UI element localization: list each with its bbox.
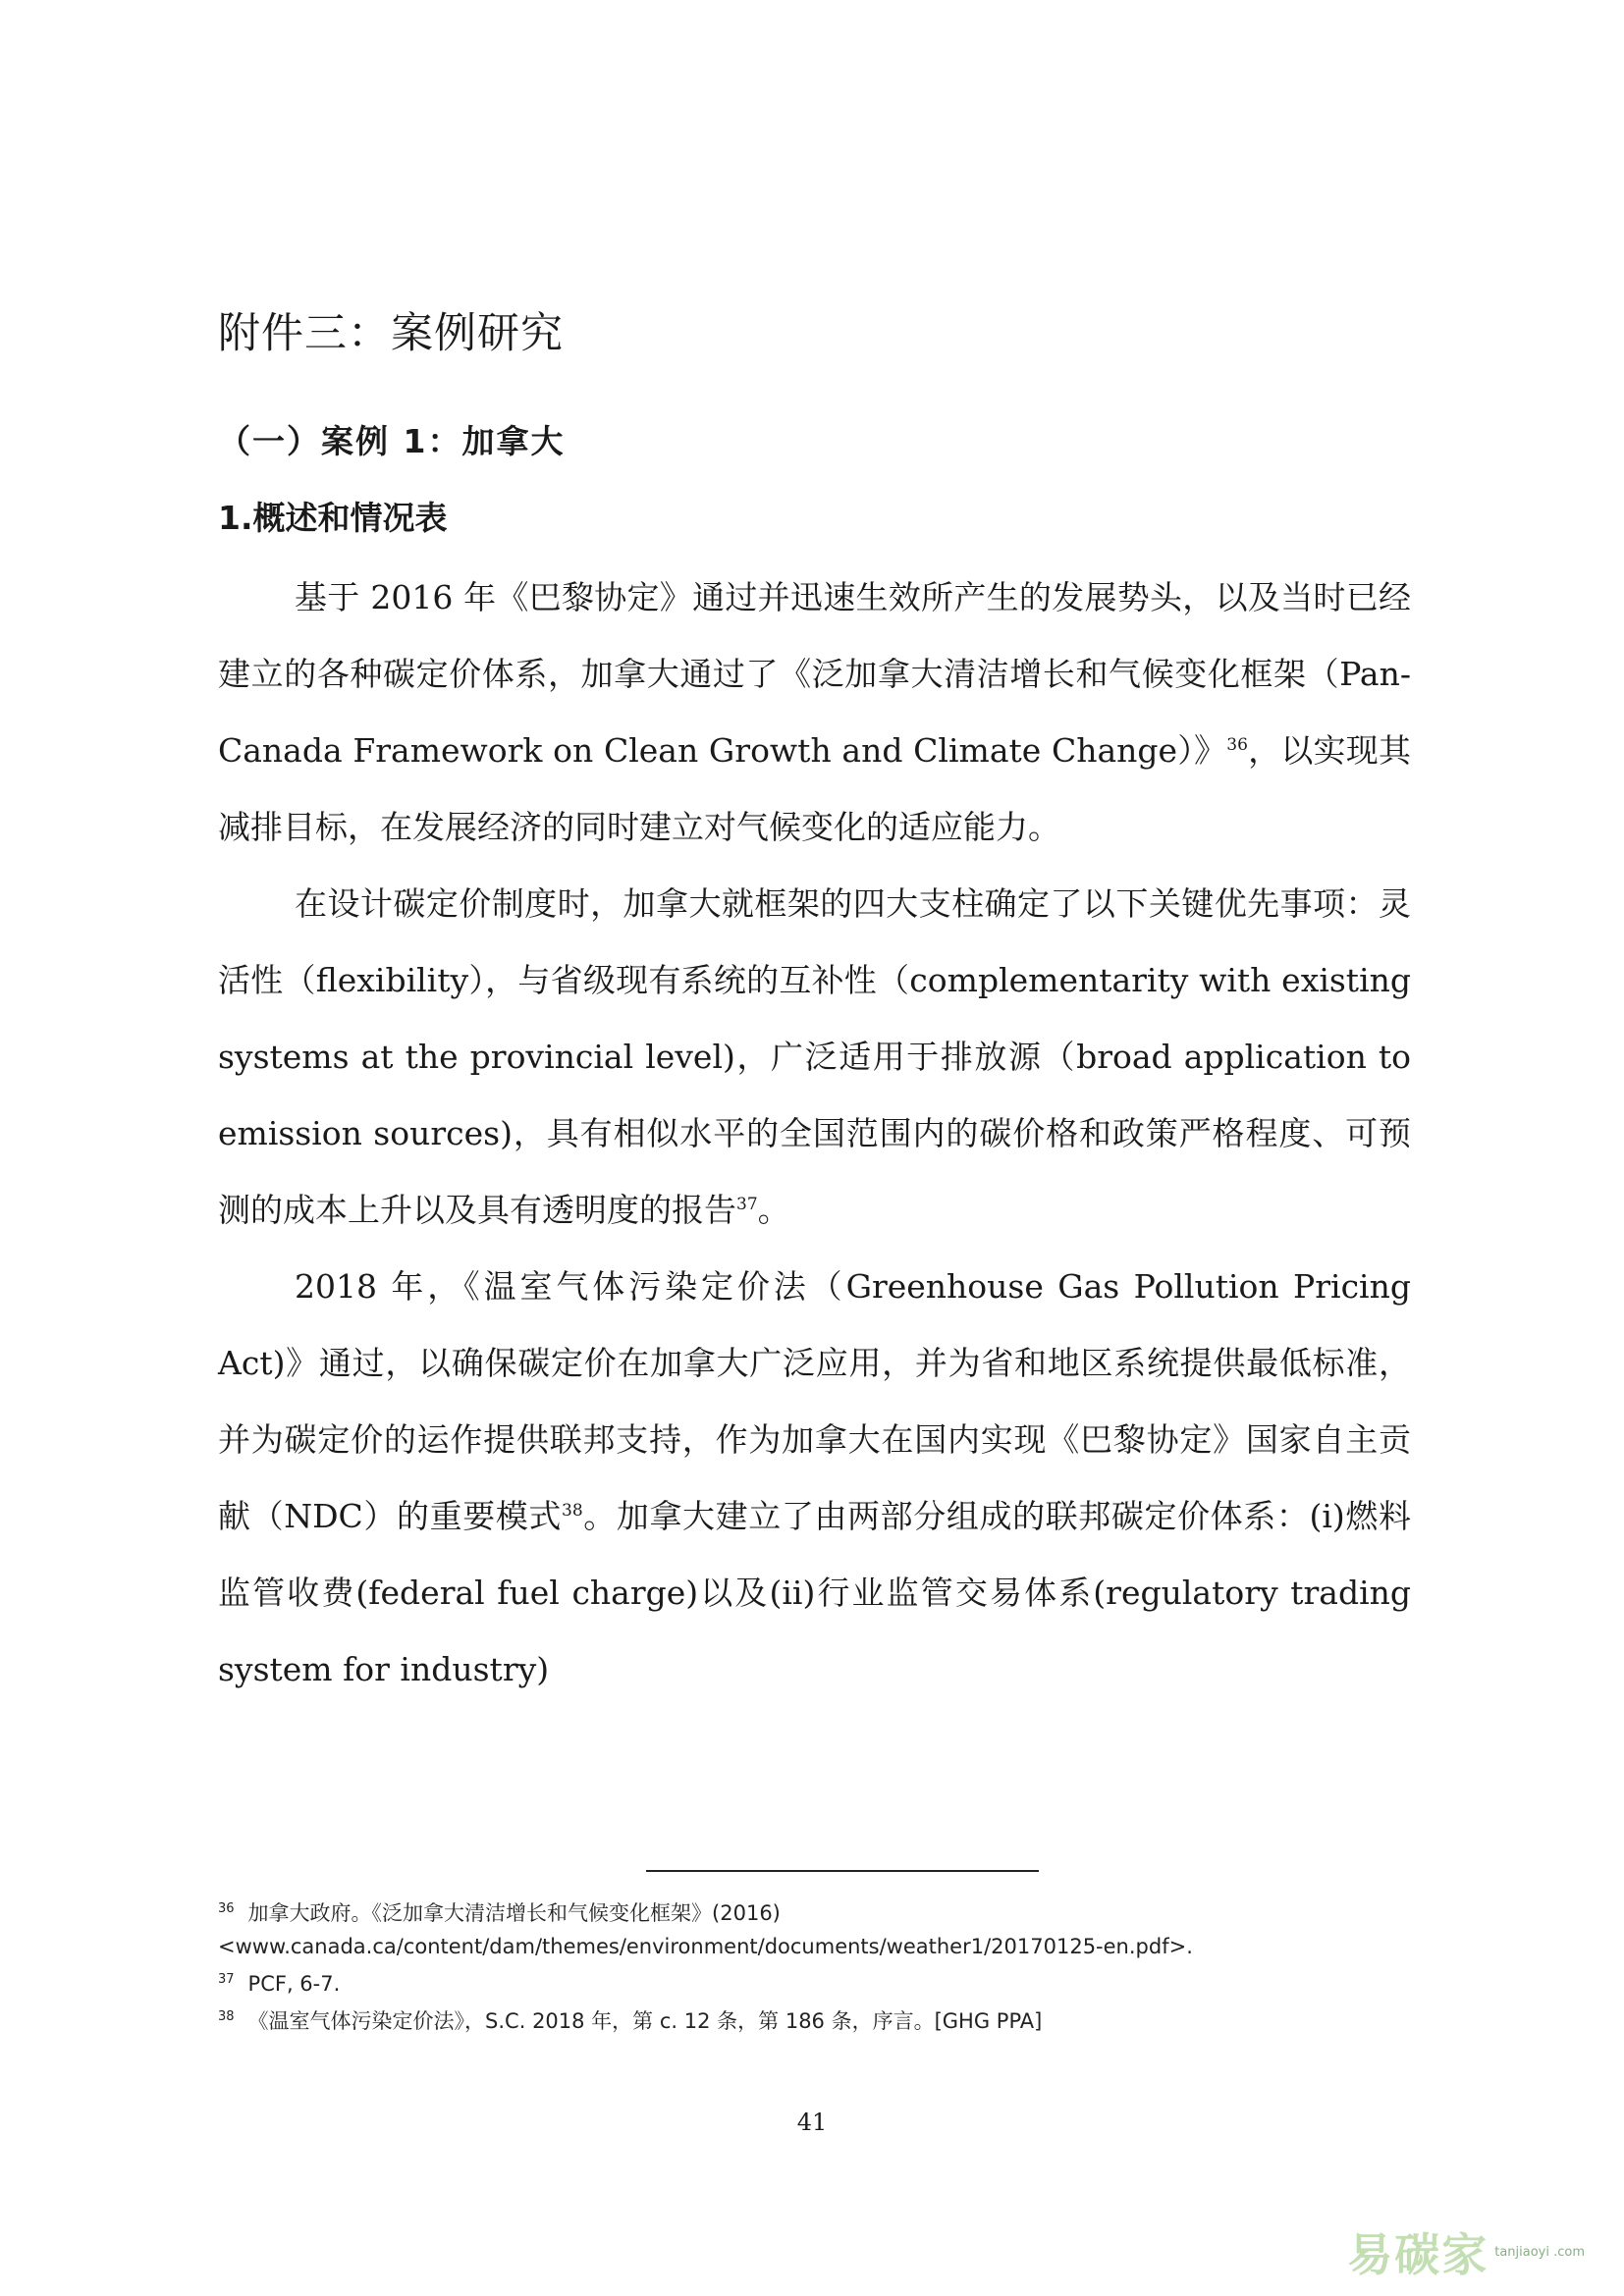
watermark-logo — [1347, 2220, 1585, 2283]
footnotes — [218, 1893, 1455, 2038]
footnote-37: $^{37}$ PCF, 6-7. — [218, 1972, 341, 1996]
footnote-ref-36[interactable]: 36 — [1226, 735, 1248, 755]
page-number: 41 — [796, 2109, 828, 2136]
section-heading: （一）案例 1：加拿大 — [218, 422, 566, 460]
footnote-38: $^{38}$ 《温室气体污染定价法》，S.C. 2018 年，第 c. 12 条，第 186 条，序言。[GHG PPA] — [218, 2009, 1043, 2033]
footnote-separator — [646, 1870, 1039, 1872]
footnote-36: $^{36}$ 加拿大政府。《泛加拿大清洁增长和气候变化框架》(2016) — [218, 1901, 781, 1925]
watermark-brand: 易碳家 — [1347, 2228, 1489, 2281]
paragraph-1: 基于 2016 年《巴黎协定》通过并迅速生效所产生的发展势头，以及当时已经建立的各种碳定价体系，加拿大通过了《泛加拿大清洁增长和气候变化框架（Pan-Canada Framework on Clean Growth and Climate Change）》$^{36}$，以实现其减排目标，在发展经济的同时建立对气候变化的适应能力。 — [218, 578, 1412, 846]
footnote-36-link[interactable]: <www.canada.ca/content/dam/themes/environment/documents/weather1/20170125-en.pdf>. — [218, 1935, 1193, 1958]
footnote-ref-38[interactable]: 38 — [562, 1501, 583, 1521]
footnote-ref-37[interactable]: 37 — [736, 1195, 758, 1214]
paragraph-2: 在设计碳定价制度时，加拿大就框架的四大支柱确定了以下关键优先事项：灵活性（flexibility），与省级现有系统的互补性（complementarity with existing systems at the provincial level)，广泛适用于排放源（broad application to emission sources)，具有相似水平的全国范围内的碳价格和政策严格程度、可预测的成本上升以及具有透明度的报告$^{37}$。 — [218, 884, 1411, 1229]
subsection-heading: 1.概述和情况表 — [218, 499, 448, 537]
watermark-domain: tanjiaoyi .com — [1494, 2244, 1585, 2260]
body-text — [218, 560, 1411, 1708]
paragraph-3: 2018 年，《温室气体污染定价法（Greenhouse Gas Pollution Pricing Act)》通过，以确保碳定价在加拿大广泛应用，并为省和地区系统提供最低标准，并为碳定价的运作提供联邦支持，作为加拿大在国内实现《巴黎协定》国家自主贡献（NDC）的重要模式$^{38}$。加拿大建立了由两部分组成的联邦碳定价体系：(i)燃料监管收费(federal fuel charge)以及(ii)行业监管交易体系(regulatory trading system for industry) — [218, 1267, 1411, 1688]
annex-title: 附件三：案例研究 — [218, 309, 564, 358]
